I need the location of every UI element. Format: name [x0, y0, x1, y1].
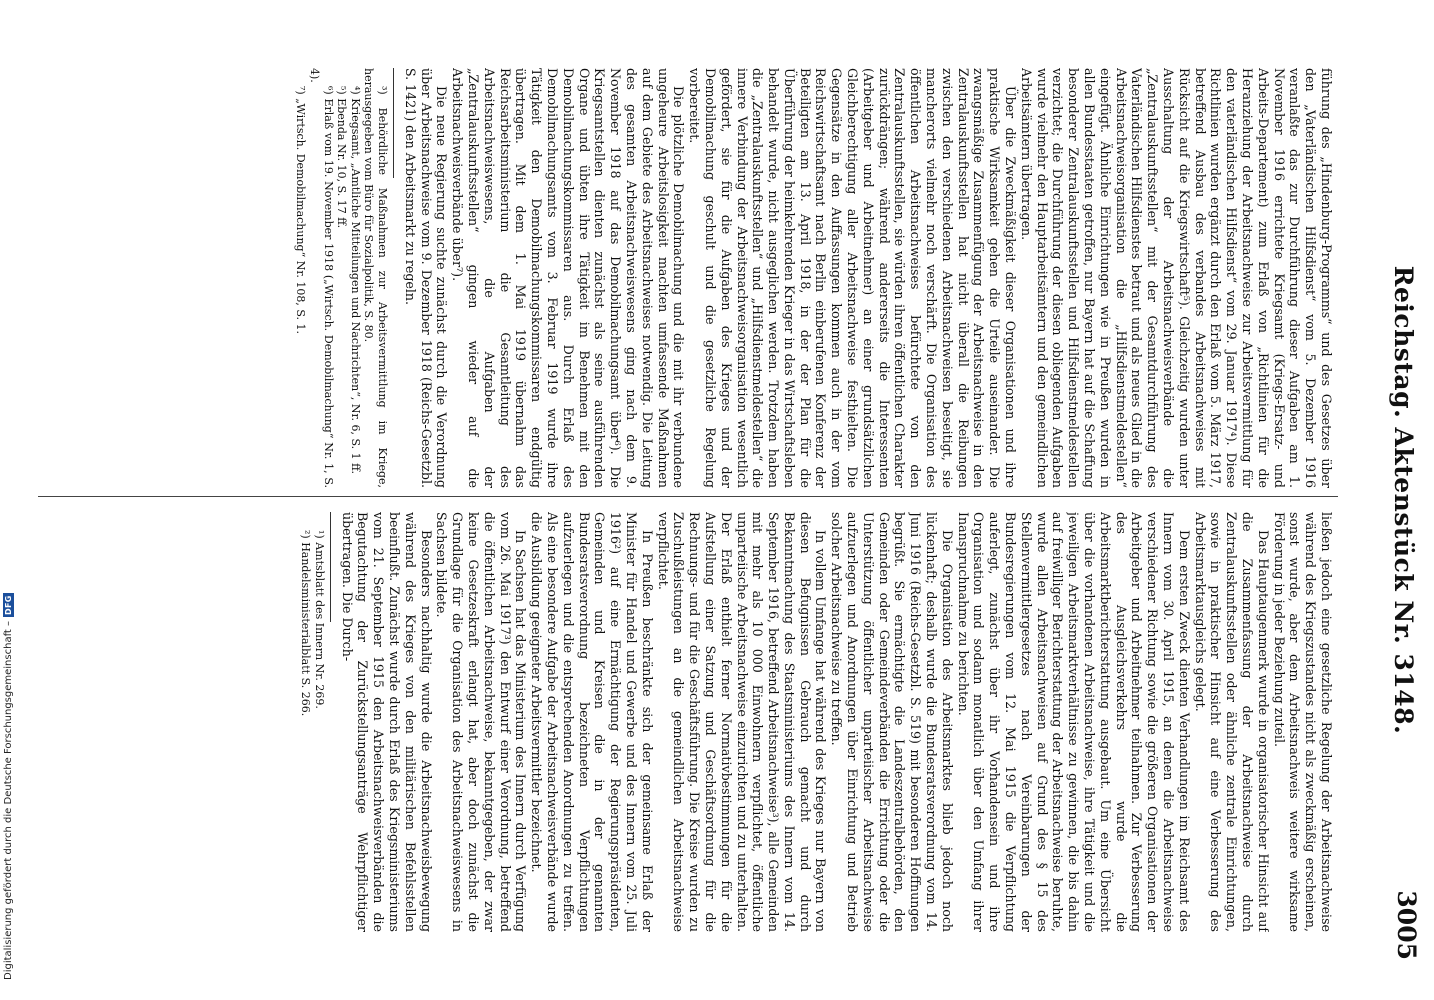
- footnote-rule: [330, 512, 331, 622]
- right-column: [44, 512, 1334, 932]
- footnote-5: ⁵) Ebenda Nr. 10, S. 17 ff.: [335, 86, 349, 229]
- footnote-6: ⁶) Erlaß vom 19. November 1918 („Wirtsch. Demobilmachung“ Nr. 1, S. 4).: [308, 68, 335, 488]
- footnote-4: ⁴) Kriegsamt, „Amtliche Mitteilungen und Nachrichten“, Nr. 6, S. 1 ff.: [348, 86, 362, 475]
- right-paragraph-7: In Sachsen hat das Ministerium des Innern durch Verfügung vom 26. Mai 1917³) den Entwurf einer Verordnung, betreffend die öffentlichen Arbeitsnachweise, bekanntgegeben, der zwar keine Gesetzeskraft erlangt hat, aber doch zunächst die Grundlage für die Organisation des Arbeitsnachweiswesens in Sachsen bildete.: [434, 512, 529, 932]
- credit-text: Digitalisierung gefördert durch die Deutsche Forschungsgemeinschaft –: [3, 620, 14, 980]
- digitization-credit: [3, 593, 14, 980]
- footnote-rule: [393, 68, 394, 178]
- left-paragraph-2: Über die Zweckmäßigkeit dieser Organisationen und ihre praktische Wirksamkeit gehen die Urteile auseinander. Die zwangsmäßige Zusammenfügung der Arbeitsnachweise in den Zentralauskunftsstellen hat nicht überall die Reibungen zwischen den verschiedenen Arbeitsnachweisen beseitigt, sie mancherorts vielmehr noch verschärft. Die Organisation des öffentlichen Arbeitsnachweises befürchtete von den Zentralauskunftsstellen, sie würden ihren öffentlichen Charakter zurückdrängen; während andererseits die Interessenten (Arbeitgeber und Arbeitnehmer) an einer grundsätzlichen Gleichberechtigung aller Arbeitsnachweise festhielten. Die Gegensätze in den Auffassungen kommen auch in der vom Reichswirtschaftsamt nach Berlin einberufenen Konferenz der Beteiligten am 13. April 1918, in der der Plan für die Überführung der heimkehrenden Krieger in das Wirtschaftsleben behandelt wurde, nicht ausgeglichen werden. Trotzdem haben die „Zentralauskunftsstellen“ und „Hilfsdienstmeldestellen“ die innere Verbindung der Arbeitsnachweisorganisation wesentlich gefördert, sie für die Aufgaben des Krieges und der Demobilmachung geschult und die gesetzliche Regelung vorbereitet.: [687, 68, 1019, 488]
- right-paragraph-5: In vollem Umfange hat während des Krieges nur Bayern von diesen Befugnissen Gebrauch gemacht und durch Bekanntmachung des Staatsministeriums des Innern vom 14. September 1916, betreffend Arbeitsnachweise³), alle Gemeinden mit mehr als 10 000 Einwohnern verpflichtet, öffentliche unparteiische Arbeitsnachweise einzurichten und zu unterhalten. Der Erlaß enthielt ferner Normativbestimmungen für die Aufstellung einer Satzung und Geschäftsordnung für die Rechnungs- und für die Geschäftsführung. Die Kreise wurden zu Zuschußleistungen an die gemeindlichen Arbeitsnachweise verpflichtet.: [655, 512, 829, 932]
- right-paragraph-1: ließen jedoch eine gesetzliche Regelung der Arbeitsnachweise während des Kriegszustandes nicht als zweckmäßig erscheinen, sonst wurde, aber dem Arbeitsnachweis weitere wirksame Förderung in jeder Beziehung zuteil.: [1271, 512, 1334, 932]
- right-paragraph-3: Dem ersten Zweck dienten Verhandlungen im Reichsamt des Innern vom 30. April 1915, an denen die Arbeitsnachweise verschiedener Richtung sowie die größeren Organisationen der Arbeitgeber und Arbeitnehmer teilnahmen. Zur Verbesserung des Ausgleichsverkehrs wurde die Arbeitsmarktberichterstattung ausgebaut. Um eine Übersicht über die vorhandenen Arbeitsnachweise, ihre Tätigkeit und die jeweiligen Arbeitsmarktverhältnisse zu gewinnen, die bis dahin auf freiwilliger Berichterstattung der Arbeitsnachweise beruhte, wurde allen Arbeitsnachweisen auf Grund des § 15 des Stellenvermittlergesetzes nach Vereinbarungen der Bundesregierungen vom 12. Mai 1915 die Verpflichtung auferlegt, zunächst über ihr Vorhandensein und ihre Organisation und sodann monatlich über den Umfang ihrer Inanspruchnahme zu berichten.: [955, 512, 1192, 932]
- footnote-3: ³) Behördliche Maßnahmen zur Arbeitsvermittlung im Kriege, herausgegeben vom Büro für Sozialpolitik, S. 80.: [362, 68, 389, 488]
- running-title: Reichstag. Aktenstück Nr. 3148.: [1389, 265, 1418, 735]
- left-paragraph-4: Die neue Regierung suchte zunächst durch die Verordnung über Arbeitsnachweise vom 9. Dezember 1918 (Reichs-Gesetzbl. S. 1421) den Arbeitsmarkt zu regeln.: [402, 68, 450, 488]
- right-paragraph-6: In Preußen beschränkte sich der gemeinsame Erlaß der Minister für Handel und Gewerbe und des Innern vom 25. Juli 1916²) auf eine Ermächtigung der Regierungspräsidenten, Gemeinden und Kreisen die in der genannten Bundesratsverordnung bezeichneten Verpflichtungen aufzuerlegen und die entsprechenden Anordnungen zu treffen. Als eine besondere Aufgabe der Arbeitsnachweisverbände wurde die Ausbildung geeigneter Arbeitsvermittler bezeichnet.: [529, 512, 655, 932]
- footnote-1: ¹) Amtsblatt des Innern Nr. 269.: [312, 530, 326, 709]
- left-paragraph-1: führung des „Hindenburg-Programms“ und des Gesetzes über den „Vaterländischen Hilfsdienst“ vom 5. Dezember 1916 veranlaßte das zur Durchführung dieser Aufgaben am 1. November 1916 errichtete Kriegsamt (Kriegs-Ersatz- und Arbeits-Departement) zum Erlaß von „Richtlinien für die Heranziehung der Arbeitsnachweise zur Arbeitsvermittlung für den vaterländischen Hilfsdienst“ vom 29. Januar 1917⁴). Diese Richtlinien wurden ergänzt durch den Erlaß vom 5. März 1917, betreffend Ausbau des verbandes Arbeitsnachweises mit Rücksicht auf die Kriegswirtschaft⁵). Gleichzeitig wurden unter Ausschaltung der Arbeitsnachweisverbände die „Zentralauskunftsstellen“ mit der Gesamtdurchführung des Vaterländischen Hilfsdienstes betraut und als neues Glied in die Arbeitsnachweisorganisation die „Hilfsdienstmeldestellen“ eingefügt. Ähnliche Einrichtungen wie in Preußen wurden in allen Bundesstaaten getroffen, nur Bayern hat auf die Schaffung besonderer Zentralauskunftsstellen und Hilfsdienstmeldestellen verzichtet; die Durchführung der diesen obliegenden Aufgaben wurde vielmehr den Hauptarbeitsämtern und den gemeindlichen Arbeitsämtern übertragen.: [1018, 68, 1334, 488]
- dfg-logo-icon: DFG: [4, 595, 13, 615]
- right-paragraph-2: Das Hauptaugenmerk wurde in organisatorischer Hinsicht auf die Zusammenfassung der Arbeitsnachweise durch Zentralauskunftsstellen oder ähnliche zentrale Einrichtungen, sowie in praktischer Hinsicht auf eine Verbesserung des Arbeitsmarktausgleichs gelegt.: [1192, 512, 1271, 932]
- left-column: [44, 68, 1334, 488]
- right-paragraph-8: Besonders nachhaltig wurde die Arbeitsnachweisbewegung während des Krieges von den militärischen Befehlsstellen beeinflußt. Zunächst wurde durch Erlaß des Kriegsministeriums vom 21. September 1915 den Arbeitsnachweisverbänden die Begutachtung der Zurückstellungsanträge Wehrpflichtiger übertragen. Die Durch-: [339, 512, 434, 932]
- page-header: [1384, 0, 1434, 1000]
- right-paragraph-4: Die Organisation des Arbeitsmarktes blieb jedoch noch lückenhaft; deshalb wurde die Bundesratsverordnung vom 14. Juni 1916 (Reichs-Gesetzbl. S. 519) mit besonderen Hoffnungen begrüßt. Sie ermächtigte die Landeszentralbehörden, den Gemeinden oder Gemeindeverbänden die Errichtung oder die Unterstützung öffentlicher unparteiischer Arbeitsnachweise aufzuerlegen und Anordnungen über Einrichtung und Betrieb solcher Arbeitsnachweise zu treffen.: [829, 512, 955, 932]
- footnote-2: ²) Handelsministerialblatt S. 266.: [299, 530, 313, 717]
- footnote-7: ⁷) „Wirtsch. Demobilmachung“ Nr. 108, S. 1.: [294, 86, 308, 335]
- left-paragraph-3: Die plötzliche Demobilmachung und die mit ihr verbundene ungeheure Arbeitslosigkeit machten umfassende Maßnahmen auf dem Gebiete des Arbeitsnachweises notwendig. Die Leitung des gesamten Arbeitsnachweiswesens ging nach dem 9. November 1918 auf das Demobilmachungsamt über⁶). Die Kriegsamtstellen dienten zunächst als seine ausführenden Organe und übten ihre Tätigkeit im Benehmen mit den Demobilmachungskommissaren aus. Durch Erlaß des Demobilmachungsamts vom 3. Februar 1919 wurde ihre Tätigkeit den Demobilmachungskommissaren endgültig übertragen. Mit dem 1. Mai 1919 übernahm das Reichsarbeitsministerium die Gesamtleitung des Arbeitsnachweiswesens, die Aufgaben der „Zentralauskunftsstellen“ gingen wieder auf die Arbeitsnachweisverbände über⁷).: [450, 68, 687, 488]
- page-number: 3005: [1392, 890, 1421, 960]
- column-divider: [38, 496, 1338, 497]
